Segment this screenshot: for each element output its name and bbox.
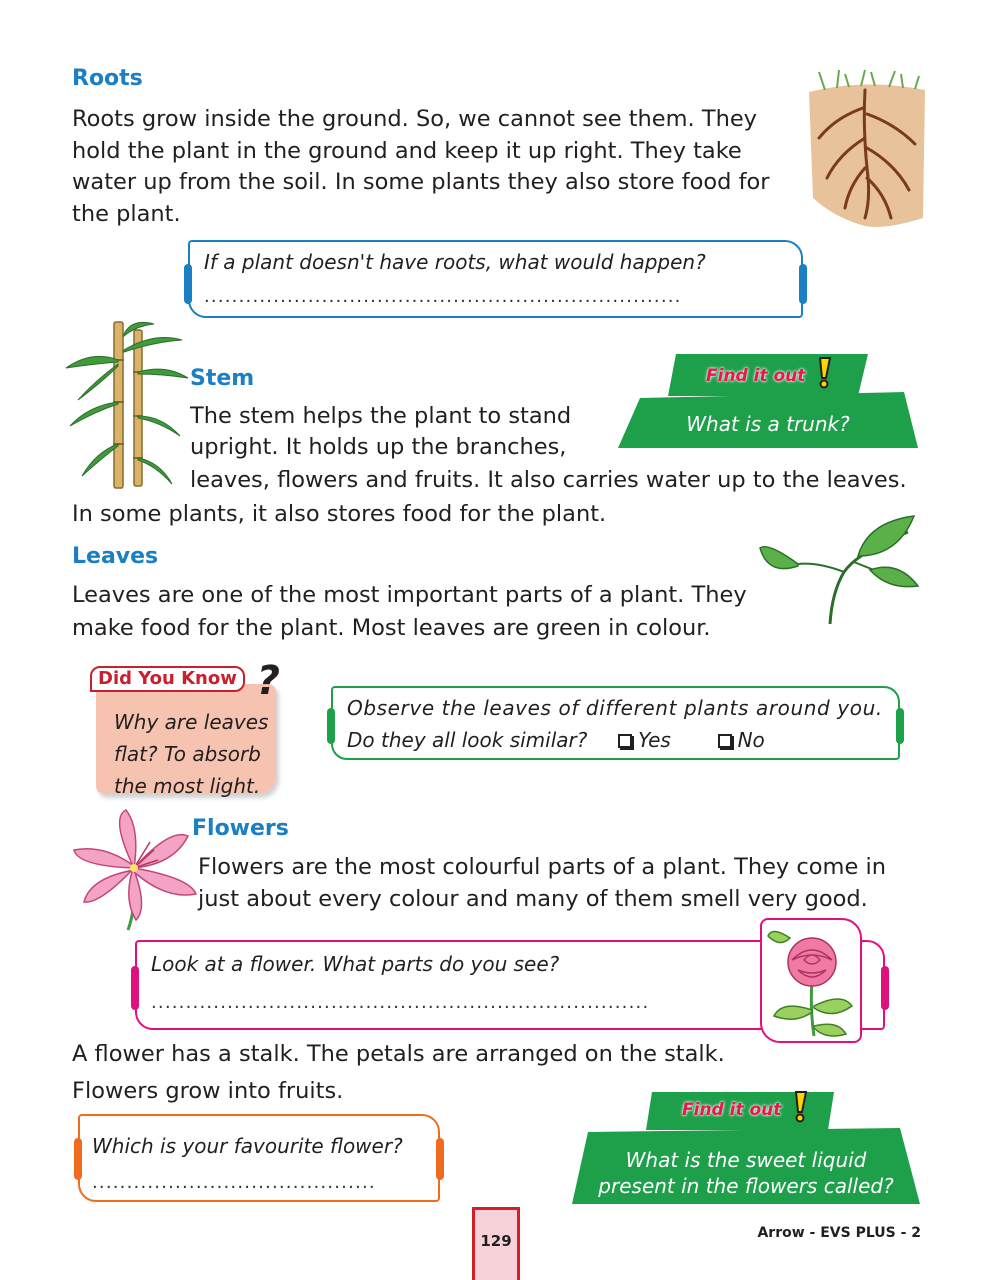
no-checkbox[interactable]	[718, 734, 732, 748]
leaves-heading: Leaves	[72, 544, 159, 569]
did-you-know-line: flat? To absorb	[114, 742, 261, 766]
flowers-line: just about every colour and many of them smell very good.	[198, 886, 868, 912]
observe-box	[331, 686, 900, 760]
stem-line: upright. It holds up the branches,	[190, 434, 567, 460]
roots-question-box	[188, 240, 803, 318]
roots-question: If a plant doesn't have roots, what would happen?	[204, 250, 706, 274]
page-number-tab	[472, 1207, 520, 1280]
favourite-flower-box	[78, 1114, 440, 1202]
box-tab	[131, 966, 139, 1010]
lily-illustration	[70, 808, 200, 932]
favourite-flower-answer-line[interactable]: .........................................	[92, 1172, 376, 1193]
flowers-after-line: Flowers grow into fruits.	[72, 1078, 344, 1104]
flowers-after-line: A flower has a stalk. The petals are arranged on the stalk.	[72, 1041, 725, 1067]
roots-answer-line[interactable]: .....................................................................	[204, 286, 682, 307]
did-you-know-line: the most light.	[114, 774, 261, 798]
box-tab	[799, 264, 807, 304]
yes-label: Yes	[638, 728, 671, 752]
box-tab	[881, 966, 889, 1010]
rose-illustration	[762, 920, 860, 1041]
observe-text-line2	[347, 728, 765, 752]
roots-heading: Roots	[72, 66, 143, 91]
roots-line: the plant.	[72, 200, 181, 227]
leaves-line: Leaves are one of the most important parts of a plant. They	[72, 582, 747, 608]
flower-question: Look at a flower. What parts do you see?	[151, 952, 560, 976]
book-title: Arrow - EVS PLUS - 2	[757, 1225, 921, 1241]
page-number: 129	[480, 1232, 512, 1250]
stem-line: The stem helps the plant to stand	[190, 403, 572, 429]
did-you-know-line: Why are leaves	[114, 710, 269, 734]
stem-heading: Stem	[190, 366, 255, 391]
roots-line: water up from the soil. In some plants they also store food for	[72, 169, 770, 195]
find-it-out-text: What is a trunk?	[686, 412, 850, 436]
roots-line: Roots grow inside the ground. So, we cannot see them. They	[72, 106, 757, 132]
flowers-line: Flowers are the most colourful parts of a plant. They come in	[198, 854, 886, 880]
box-tab	[896, 708, 904, 744]
find-it-out-text-line1: What is the sweet liquid	[625, 1148, 867, 1172]
exclamation-icon	[814, 356, 834, 390]
leaf-illustration	[758, 512, 920, 628]
did-you-know-text	[114, 706, 268, 802]
find-it-out-label: Find it out	[706, 366, 806, 386]
observe-text-line1: Observe the leaves of different plants around you.	[347, 696, 883, 720]
roots-line: hold the plant in the ground and keep it up right. They take	[72, 137, 742, 164]
yes-checkbox[interactable]	[618, 734, 632, 748]
stem-line: In some plants, it also stores food for the plant.	[72, 501, 607, 527]
no-label: No	[737, 728, 765, 752]
box-tab	[327, 708, 335, 744]
leaves-line: make food for the plant. Most leaves are green in colour.	[72, 615, 711, 641]
did-you-know-card	[90, 658, 280, 798]
find-it-out-label: Find it out	[682, 1100, 782, 1120]
find-it-out-text-line2: present in the flowers called?	[598, 1174, 894, 1198]
observe-question: Do they all look similar?	[347, 728, 588, 752]
bamboo-illustration	[62, 320, 190, 490]
favourite-flower-question: Which is your favourite flower?	[92, 1134, 403, 1158]
box-tab	[184, 264, 192, 304]
stem-line: leaves, flowers and fruits. It also carries water up to the leaves.	[190, 467, 907, 493]
roots-illustration	[805, 68, 927, 230]
find-it-out-nectar	[570, 1088, 922, 1206]
exclamation-icon	[790, 1090, 810, 1124]
question-mark-icon: ?	[256, 658, 280, 704]
did-you-know-label: Did You Know	[90, 666, 245, 692]
find-it-out-trunk	[618, 350, 918, 450]
rose-picture-card	[760, 918, 862, 1043]
roots-paragraph	[72, 104, 812, 230]
did-you-know-body	[96, 684, 276, 798]
box-tab	[74, 1138, 82, 1180]
flowers-heading: Flowers	[192, 816, 289, 841]
box-tab	[436, 1138, 444, 1180]
flower-answer-line[interactable]: ........................................................................	[151, 992, 650, 1013]
